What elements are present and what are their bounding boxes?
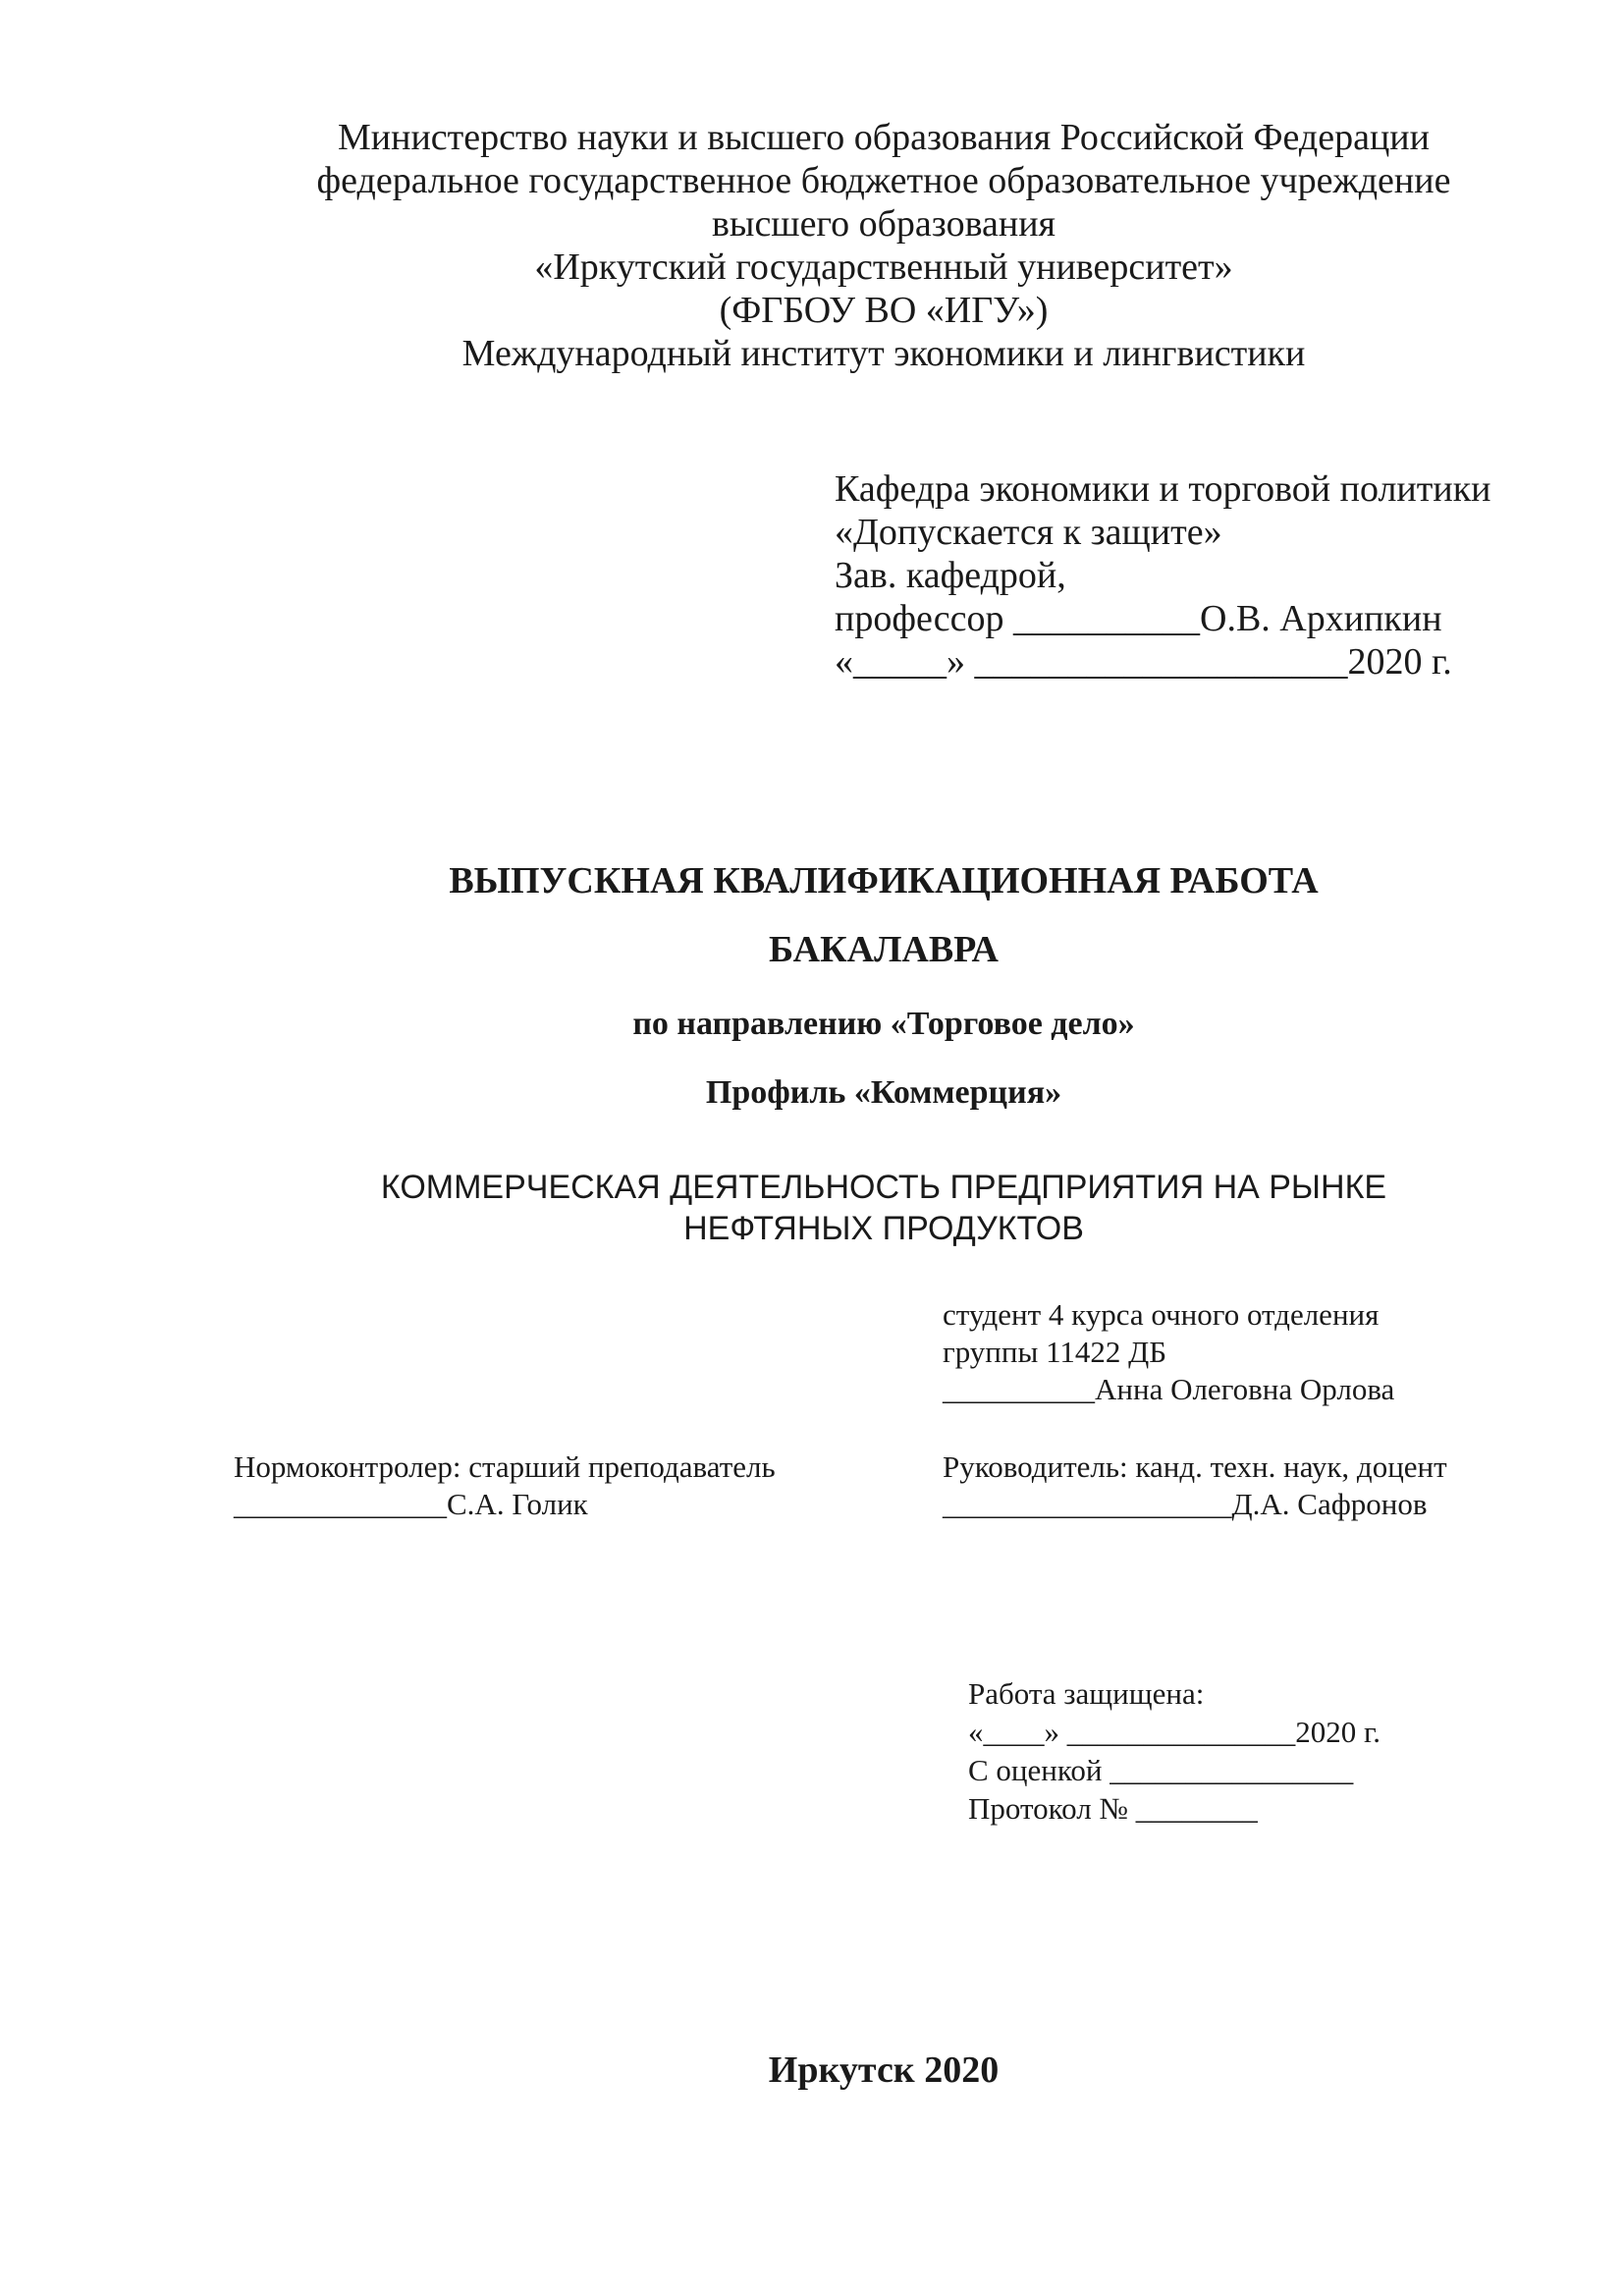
profile-line: Профиль «Коммерция»	[705, 1074, 1062, 1111]
admitted-line: «Допускается к защите»	[835, 512, 1222, 553]
head-title-line: Зав. кафедрой,	[835, 555, 1066, 596]
approval-date-line: «_____» ____________________2020 г.	[835, 641, 1452, 683]
topic-line-2: НЕФТЯНЫХ ПРОДУКТОВ	[683, 1210, 1084, 1247]
supervisor-title-line: Руководитель: канд. техн. наук, доцент	[943, 1449, 1447, 1484]
student-block	[943, 1296, 1394, 1408]
normcontrol-title-line: Нормоконтролер: старший преподаватель	[234, 1449, 776, 1484]
approval-block	[835, 467, 1491, 683]
institute-line: Международный институт экономики и лингвистики	[461, 333, 1306, 374]
university-abbreviation-line: (ФГБОУ ВО «ИГУ»)	[719, 290, 1049, 331]
university-header	[0, 116, 1624, 375]
direction-line: по направлению «Торговое дело»	[632, 1006, 1135, 1042]
defense-grade-line: С оценкой ________________	[968, 1753, 1354, 1787]
defense-block	[968, 1674, 1380, 1828]
work-type-line: ВЫПУСКНАЯ КВАЛИФИКАЦИОННАЯ РАБОТА	[449, 860, 1319, 902]
defense-date-line: «____» _______________2020 г.	[968, 1715, 1380, 1749]
student-course-line: студент 4 курса очного отделения	[943, 1297, 1380, 1332]
ministry-line: Министерство науки и высшего образования Российской Федерации	[338, 117, 1430, 158]
defense-title-line: Работа защищена:	[968, 1676, 1205, 1711]
education-level-line: высшего образования	[711, 203, 1056, 245]
normcontrol-signature-line: ______________С.А. Голик	[234, 1487, 588, 1521]
city-year: Иркутск 2020	[768, 2050, 1000, 2091]
supervisor-block	[943, 1449, 1447, 1523]
department-line: Кафедра экономики и торговой политики	[835, 468, 1491, 510]
thesis-topic	[0, 1167, 1624, 1249]
institution-type-line: федеральное государственное бюджетное образовательное учреждение	[316, 160, 1451, 201]
supervisor-signature-line: ___________________Д.А. Сафронов	[943, 1487, 1428, 1521]
degree-line: БАКАЛАВРА	[769, 929, 999, 970]
work-title-block	[0, 856, 1624, 1139]
defense-protocol-line: Протокол № ________	[968, 1791, 1258, 1826]
head-signature-line: профессор __________О.В. Архипкин	[835, 598, 1442, 639]
university-name-line: «Иркутский государственный университет»	[534, 246, 1233, 288]
topic-line-1: КОММЕРЧЕСКАЯ ДЕЯТЕЛЬНОСТЬ ПРЕДПРИЯТИЯ НА РЫНКЕ	[380, 1169, 1387, 1206]
student-signature-line: __________Анна Олеговна Орлова	[943, 1372, 1395, 1406]
normcontrol-block	[234, 1449, 776, 1523]
student-group-line: группы 11422 ДБ	[943, 1335, 1167, 1369]
